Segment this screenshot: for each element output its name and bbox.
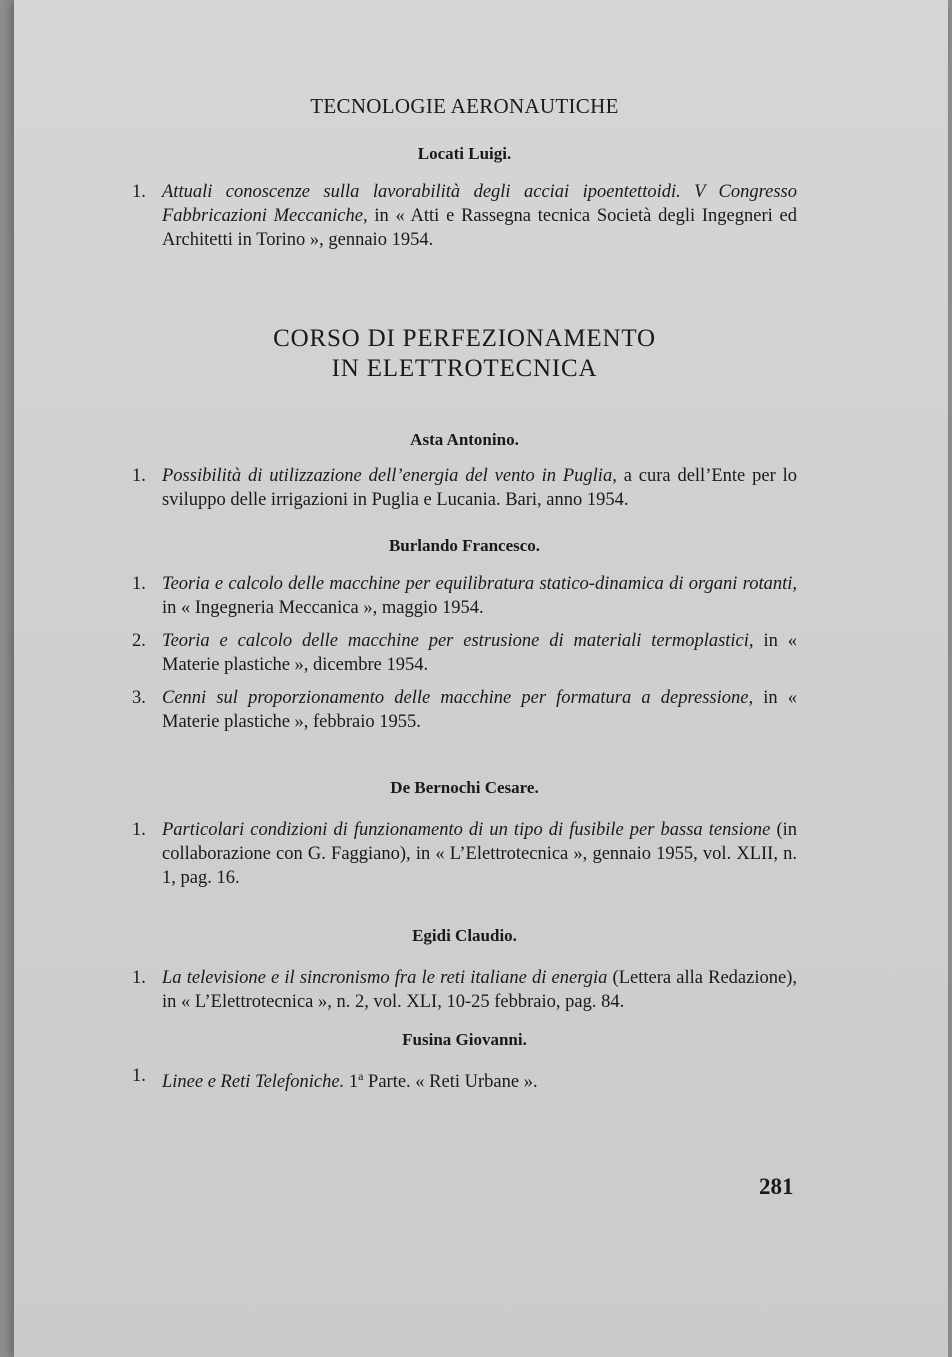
entry-text bbox=[162, 966, 797, 1014]
entry-text bbox=[162, 686, 797, 734]
entry-text bbox=[162, 629, 797, 677]
entry-rest: in « Materie plastiche », febbraio 1955. bbox=[162, 688, 798, 732]
entry-text bbox=[162, 818, 797, 890]
entry-title: Teoria e calcolo delle macchine per equilibratura statico-dinamica di organi rotanti, bbox=[162, 574, 797, 594]
entry-burlando-2 bbox=[132, 629, 797, 677]
entry-text bbox=[162, 572, 797, 620]
entry-number: 3. bbox=[132, 688, 146, 708]
entry-egidi-1 bbox=[132, 966, 797, 1014]
entry-number: 1. bbox=[132, 968, 146, 988]
entry-burlando-3 bbox=[132, 686, 797, 734]
entry-number: 1. bbox=[132, 1066, 146, 1086]
author-locati: Locati Luigi. bbox=[417, 144, 512, 163]
entry-ordinal: 1 bbox=[348, 1072, 359, 1093]
entry-rest: in « Materie plastiche », dicembre 1954. bbox=[162, 631, 798, 675]
author-egidi: Egidi Claudio. bbox=[412, 926, 517, 945]
entry-rest: Parte. « Reti Urbane ». bbox=[363, 1072, 538, 1093]
author-de-bernochi: De Bernochi Cesare. bbox=[390, 778, 539, 797]
section-heading-tecnologie: TECNOLOGIE AERONAUTICHE bbox=[310, 94, 619, 118]
entry-number: 1. bbox=[132, 182, 146, 202]
entry-rest: in « Atti e Rassegna tecnica Società degli Ingegneri ed Architetti in Torino », gennaio 1954. bbox=[162, 206, 797, 250]
entry-title-ext: V Congresso Fabbricazioni Meccaniche, bbox=[162, 182, 797, 226]
entry-title: Attuali conoscenze sulla lavorabilità degli acciai ipoentettoidi. bbox=[162, 182, 681, 202]
entry-title: Teoria e calcolo delle macchine per estrusione di materiali termoplastici, bbox=[162, 631, 754, 651]
entry-text bbox=[162, 1064, 797, 1094]
section-heading-line1: CORSO DI PERFEZIONAMENTO bbox=[273, 325, 656, 352]
entry-number: 1. bbox=[132, 820, 146, 840]
author-burlando: Burlando Francesco. bbox=[388, 536, 541, 555]
entry-burlando-1 bbox=[132, 572, 797, 620]
section-heading-line2: IN ELETTROTECNICA bbox=[331, 355, 598, 382]
entry-title: Cenni sul proporzionamento delle macchine per formatura a depressione, bbox=[162, 688, 754, 708]
entry-locati-1 bbox=[132, 180, 797, 252]
page bbox=[14, 0, 948, 1357]
entry-rest: (in collaborazione con G. Faggiano), in « L’Elettrotecnica », gennaio 1955, vol. XLII, n. 1, pag. 16. bbox=[162, 820, 797, 888]
entry-title: La televisione e il sincronismo fra le reti italiane di energia bbox=[162, 968, 608, 988]
entry-title: Possibilità di utilizzazione dell’energia del vento in Puglia, bbox=[162, 466, 617, 486]
entry-rest: in « Ingegneria Meccanica », maggio 1954. bbox=[162, 598, 484, 618]
entry-text bbox=[162, 464, 797, 512]
entry-ordinal-sup: a bbox=[358, 1069, 364, 1083]
entry-number: 1. bbox=[132, 466, 146, 486]
page-content bbox=[132, 92, 797, 1094]
page-number: 281 bbox=[759, 1174, 794, 1199]
entry-rest: a cura dell’Ente per lo sviluppo delle irrigazioni in Puglia e Lucania. Bari, anno 1954. bbox=[162, 466, 797, 510]
author-fusina: Fusina Giovanni. bbox=[402, 1030, 527, 1049]
entry-number: 1. bbox=[132, 574, 146, 594]
entry-fusina-1 bbox=[132, 1064, 797, 1094]
entry-rest: (Lettera alla Redazione), in « L’Elettrotecnica », n. 2, vol. XLI, 10-25 febbraio, pag. 84. bbox=[162, 968, 797, 1012]
entry-de-bernochi-1 bbox=[132, 818, 797, 890]
entry-title: Linee e Reti Telefoniche. bbox=[162, 1072, 345, 1093]
entry-title: Particolari condizioni di funzionamento di un tipo di fusibile per bassa tensione bbox=[162, 820, 771, 840]
entry-asta-1 bbox=[132, 464, 797, 512]
section-heading-corso bbox=[132, 324, 797, 384]
entry-text bbox=[162, 180, 797, 252]
entry-number: 2. bbox=[132, 631, 146, 651]
author-asta: Asta Antonino. bbox=[410, 430, 519, 449]
